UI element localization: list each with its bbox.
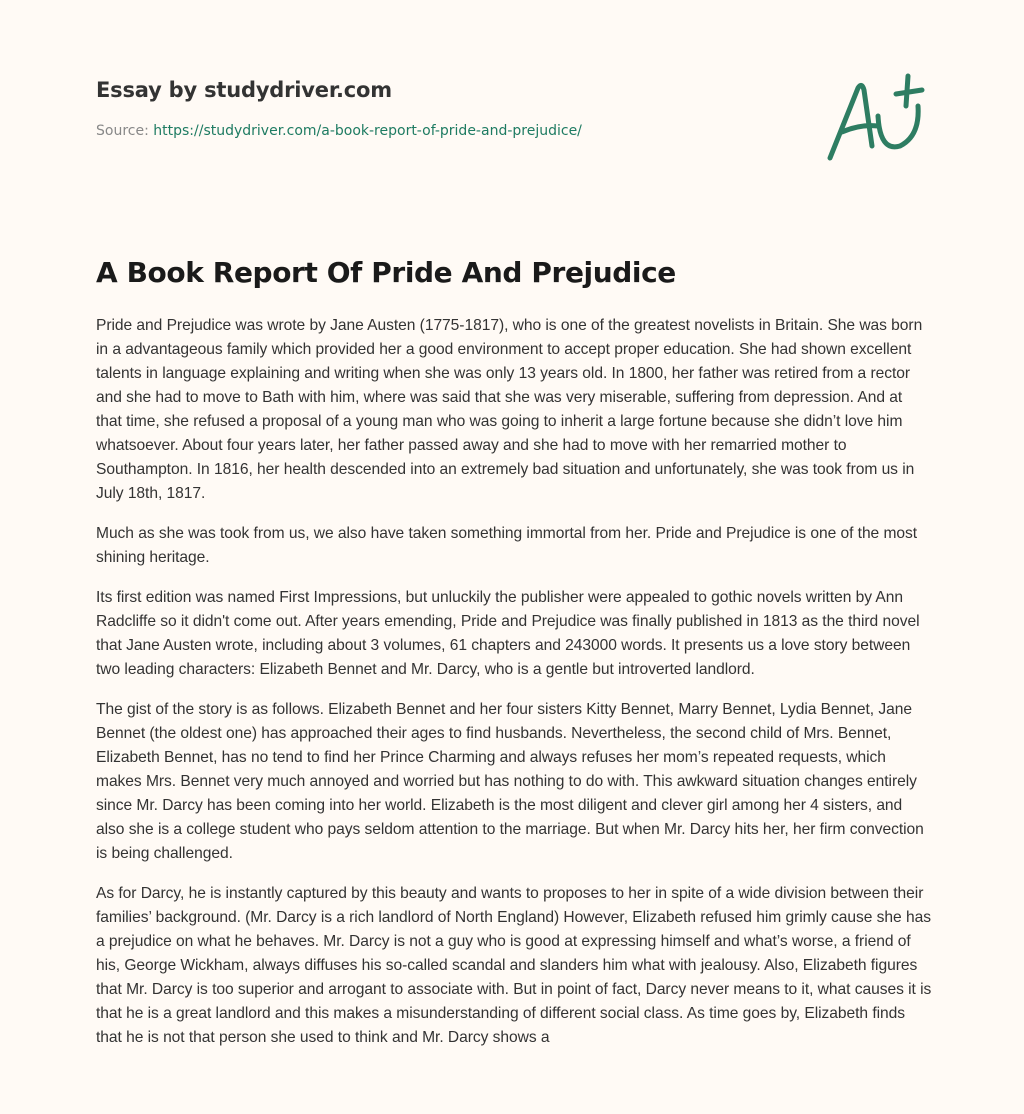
site-title: Essay by studydriver.com [96, 78, 392, 102]
source-link[interactable]: https://studydriver.com/a-book-report-of-pride-and-prejudice/ [153, 123, 582, 139]
source-line [96, 121, 796, 141]
source-label: Source: [96, 123, 149, 139]
a-plus-grade-icon [820, 66, 930, 166]
essay-title: A Book Report Of Pride And Prejudice [96, 256, 676, 289]
essay-paragraph: Pride and Prejudice was wrote by Jane Austen (1775-1817), who is one of the greatest novelists in Britain. She was born in a advantageous family which provided her a good environment to accept proper education. She had shown excellent talents in language explaining and writing when she was only 13 years old. In 1800, her father was retired from a rector and she had to move to Bath with him, where was said that she was very miserable, suffering from depression. And at that time, she refused a proposal of a young man who was going to inherit a large fortune because she didn’t love him whatsoever. About four years later, her father passed away and she had to move with her remarried mother to Southampton. In 1816, her health descended into an extremely bad situation and unfortunately, she was took from us in July 18th, 1817. [96, 317, 923, 502]
essay-paragraph: The gist of the story is as follows. Elizabeth Bennet and her four sisters Kitty Bennet, Marry Bennet, Lydia Bennet, Jane Bennet (the oldest one) has approached their ages to find husbands. Nevertheless, the second child of Mrs. Bennet, Elizabeth Bennet, has no tend to find her Prince Charming and always refuses her mom’s repeated requests, which makes Mrs. Bennet very much annoyed and worried but has nothing to do with. This awkward situation changes entirely since Mr. Darcy has been coming into her world. Elizabeth is the most diligent and clever girl among her 4 sisters, and also she is a college student who pays seldom attention to the marriage. But when Mr. Darcy hits her, her firm convection is being challenged. [96, 701, 924, 862]
page-header [96, 76, 796, 141]
essay-paragraph: As for Darcy, he is instantly captured by this beauty and wants to proposes to her in spite of a wide division between their families’ background. (Mr. Darcy is a rich landlord of North England) However, Elizabeth refused him grimly cause she has a prejudice on what he behaves. Mr. Darcy is not a guy who is good at expressing himself and what’s worse, a friend of his, George Wickham, always diffuses his so-called scandal and slanders him what with jealousy. Also, Elizabeth figures that Mr. Darcy is too superior and arrogant to associate with. But in point of fact, Darcy never means to it, what causes it is that he is a great landlord and this makes a misunderstanding of different social class. As time goes by, Elizabeth finds that he is not that person she used to think and Mr. Darcy shows a [96, 885, 932, 1046]
essay-paragraph: Much as she was took from us, we also have taken something immortal from her. Pride and Prejudice is one of the most shining heritage. [96, 525, 918, 566]
essay-body [96, 314, 932, 1066]
essay-paragraph: Its first edition was named First Impressions, but unluckily the publisher were appealed to gothic novels written by Ann Radcliffe so it didn't come out. After years emending, Pride and Prejudice was finally published in 1813 as the third novel that Jane Austen wrote, including about 3 volumes, 61 chapters and 243000 words. It presents us a love story between two leading characters: Elizabeth Bennet and Mr. Darcy, who is a gentle but introverted landlord. [96, 589, 920, 678]
